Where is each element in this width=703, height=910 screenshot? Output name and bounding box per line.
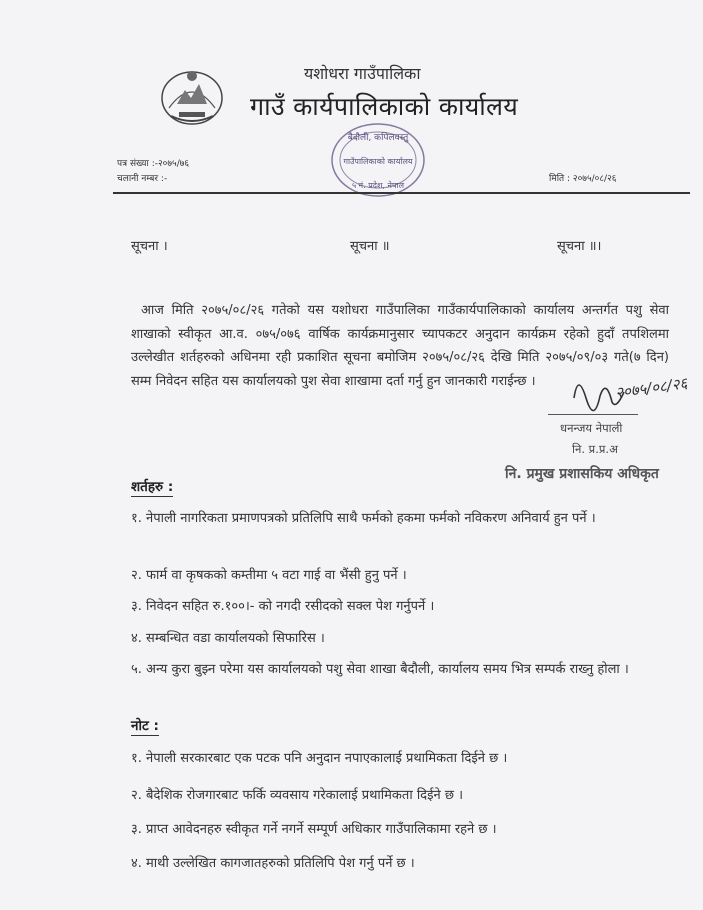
note-item-3: ३. प्राप्त आवेदनहरु स्वीकृत गर्ने नगर्ने सम्पूर्ण अधिकार गाउँपालिकामा रहने छ । — [131, 822, 497, 837]
notice-title-1: सूचना । — [131, 239, 168, 254]
letter-date: मिति : २०७५/०८/२६ — [549, 174, 617, 184]
note-item-1: १. नेपाली सरकारबाट एक पटक पनि अनुदान नपाएकालाई प्रथामिकता दिईने छ । — [131, 751, 508, 766]
conditions-heading: शर्तहरु : — [131, 479, 174, 495]
notice-title-2: सूचना ॥ — [350, 239, 390, 254]
condition-item-4: ४. सम्बन्धित वडा कार्यालयको सिफारिस । — [131, 631, 325, 646]
signer-title: नि. प्र.प्र.अ — [572, 442, 618, 456]
letter-number: पत्र संख्या :-२०७५/७६ — [117, 159, 190, 169]
condition-item-5: ५. अन्य कुरा बुझ्न परेमा यस कार्यालयको पशु सेवा शाखा बैदौली, कार्यालय समय भित्र सम्पर्क राख्नु होला । — [131, 662, 629, 677]
dispatch-number: चलानी नम्बर :- — [117, 174, 168, 184]
government-emblem-icon — [157, 64, 227, 128]
condition-item-1: १. नेपाली नागरिकता प्रमाणपत्रको प्रतिलिपि साथै फर्मको हकमा फर्मको नविकरण अनिवार्य हुन पर्ने । — [131, 511, 596, 526]
notice-body: आज मिति २०७५/०८/२६ गतेको यस यशोधरा गाउँपालिका गाउँकार्यपालिकाको कार्यालय अन्तर्गत पशु सेवा शाखाको स्वीकृत आ.व. ०७५/०७६ वार्षिक कार्यक्रमानुसार च्यापकटर अनुदान कार्यक्रम रहेको हुदाँ तपशिलमा उल्लेखीत शर्तहरुको अधिनमा रही प्रकाशित सूचना बमोजिम २०७५/०८/२६ देखि मिति २०७५/०९/०३ गते(७ दिन) सम्म निवेदन सहित यस कार्यालयको पुश सेवा शाखामा दर्ता गर्नु हुन जानकारी गराईन्छ । — [131, 303, 669, 389]
condition-item-3: ३. निवेदन सहित रु.१००।- को नगदी रसीदको सक्ल पेश गर्नुपर्ने । — [131, 599, 435, 614]
signature-date: २०७५/०८/२६ — [614, 374, 689, 402]
signature-line — [548, 414, 638, 415]
office-title: गाउँ कार्यपालिकाको कार्यालय — [250, 92, 519, 121]
notice-title-3: सूचना ॥। — [557, 239, 602, 254]
notes-heading: नोट : — [131, 718, 159, 734]
signer-designation-scribble: नि. प्रमुख प्रशासकिय अधिकृत — [505, 466, 659, 482]
header-divider — [113, 192, 690, 194]
note-item-4: ४. माथी उल्लेखित कागजातहरुको प्रतिलिपि पेश गर्नु पर्ने छ । — [131, 856, 415, 871]
stamp-line-3: गाउँपालिकाको कार्यालय — [343, 157, 413, 166]
stamp-line-1: बैदौली, कपिलवस्तु — [347, 133, 409, 143]
note-item-2: २. बैदेशिक रोजगारबाट फर्कि व्यवसाय गरेकालाई प्रथामिकता दिईने छ । — [131, 788, 463, 803]
condition-item-2: २. फार्म वा कृषकको कम्तीमा ५ वटा गाई वा भैंसी हुनु पर्ने । — [131, 568, 407, 583]
organization-name: यशोधरा गाउँपालिका — [304, 64, 421, 83]
stamp-line-2: ५ नं. प्रदेश, नेपाल — [351, 181, 405, 190]
signer-name: धनन्जय नेपाली — [560, 421, 623, 435]
